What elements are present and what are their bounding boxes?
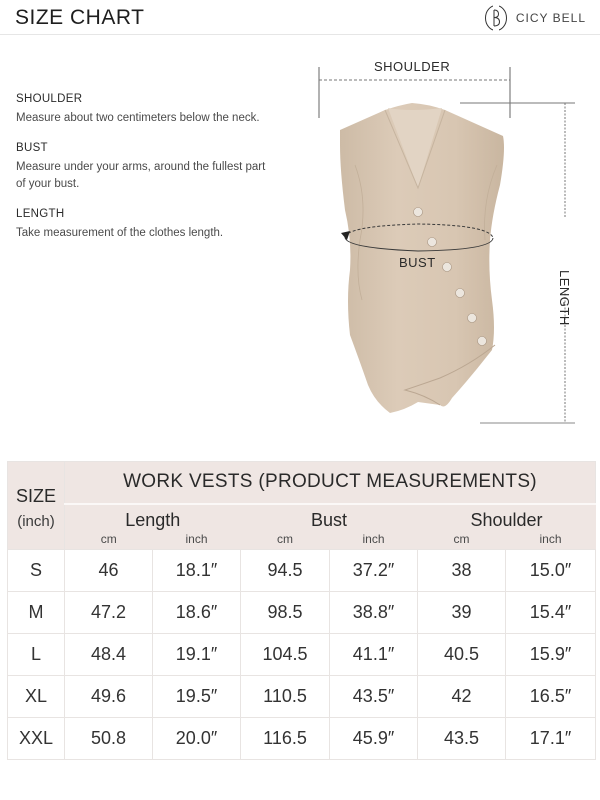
bust-cm-cell: 116.5 [241,718,330,760]
bust-cm-cell: 98.5 [241,592,330,634]
bust-inch-cell: 45.9″ [330,718,418,760]
instruction-bust [16,142,276,193]
measurement-diagram [300,50,600,450]
vest-illustration [300,50,600,450]
brand-name: CICY BELL [515,11,586,25]
page-title: SIZE CHART [15,6,145,29]
length-cm-cell: 46 [65,550,153,592]
unit-header: inch [506,532,596,550]
size-cell: XL [8,676,65,718]
shoulder-inch-cell: 17.1″ [506,718,596,760]
measurement-instructions [16,93,276,257]
size-cell: L [8,634,65,676]
shoulder-inch-cell: 15.9″ [506,634,596,676]
size-header-unit: (inch) [17,512,55,530]
shoulder-label: SHOULDER [374,59,451,74]
length-inch-cell: 18.1″ [153,550,241,592]
size-cell: XXL [8,718,65,760]
size-cell: M [8,592,65,634]
header-bar [0,0,600,35]
shoulder-cm-cell: 39 [418,592,506,634]
shoulder-cm-cell: 40.5 [418,634,506,676]
shoulder-cm-cell: 38 [418,550,506,592]
table-row [8,634,596,676]
shoulder-inch-cell: 16.5″ [506,676,596,718]
length-cm-cell: 49.6 [65,676,153,718]
table-title: WORK VESTS (PRODUCT MEASUREMENTS) [65,462,596,504]
bust-cm-cell: 110.5 [241,676,330,718]
brand [484,4,586,32]
instruction-text: Measure about two centimeters below the neck. [16,112,260,124]
bust-cm-cell: 104.5 [241,634,330,676]
size-table [7,461,596,760]
shoulder-inch-cell: 15.0″ [506,550,596,592]
shoulder-cm-cell: 42 [418,676,506,718]
shoulder-cm-cell: 43.5 [418,718,506,760]
length-label: LENGTH [557,270,572,326]
bust-inch-cell: 43.5″ [330,676,418,718]
instruction-text: Measure under your arms, around the fullest part of your bust. [16,161,266,190]
table-row [8,550,596,592]
instruction-heading: LENGTH [16,208,65,220]
group-header-shoulder: Shoulder [418,504,596,532]
table-row [8,676,596,718]
size-table-wrapper [7,461,595,760]
size-header-label: SIZE [15,485,56,506]
unit-header: cm [241,532,330,550]
length-inch-cell: 20.0″ [153,718,241,760]
group-header-length: Length [65,504,241,532]
instruction-length [16,208,276,242]
length-cm-cell: 48.4 [65,634,153,676]
bust-inch-cell: 37.2″ [330,550,418,592]
unit-header: inch [330,532,418,550]
instruction-heading: BUST [16,142,48,154]
length-inch-cell: 19.1″ [153,634,241,676]
bust-cm-cell: 94.5 [241,550,330,592]
table-row [8,592,596,634]
bust-inch-cell: 38.8″ [330,592,418,634]
instruction-heading: SHOULDER [16,93,83,105]
group-header-bust: Bust [241,504,418,532]
unit-header: cm [65,532,153,550]
length-cm-cell: 47.2 [65,592,153,634]
length-inch-cell: 19.5″ [153,676,241,718]
instruction-shoulder [16,93,276,127]
instruction-text: Take measurement of the clothes length. [16,227,224,239]
bust-inch-cell: 41.1″ [330,634,418,676]
cb-monogram-icon [484,4,508,32]
length-inch-cell: 18.6″ [153,592,241,634]
size-column-header [8,462,65,550]
shoulder-inch-cell: 15.4″ [506,592,596,634]
table-row [8,718,596,760]
length-cm-cell: 50.8 [65,718,153,760]
unit-header: cm [418,532,506,550]
unit-header: inch [153,532,241,550]
bust-label: BUST [399,255,436,270]
size-cell: S [8,550,65,592]
